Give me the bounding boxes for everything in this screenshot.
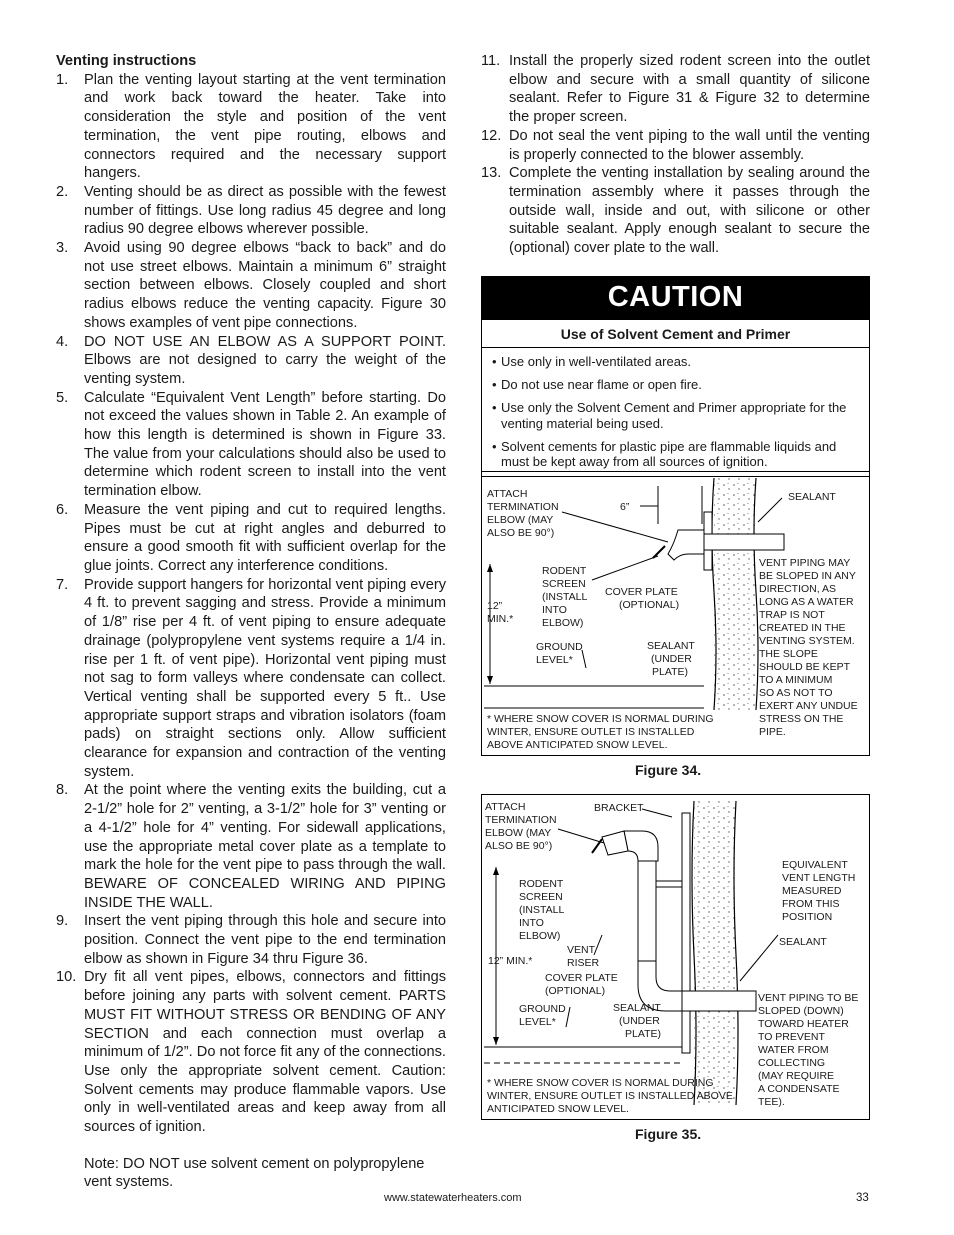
figure-34	[481, 471, 870, 756]
caution-title: CAUTION	[482, 277, 869, 320]
section-heading: Venting instructions	[56, 53, 197, 69]
min-label: 12” MIN.*	[487, 600, 514, 625]
wall	[714, 478, 756, 710]
step-text: Measure the vent piping and cut to required lengths. Pipes must be cut at right angles and deburred to ensure a good smooth fit with sufficient overlap for the glue joints. Correct any interference conditions.	[84, 501, 446, 574]
vent-riser	[638, 861, 656, 961]
step-text: Plan the venting layout starting at the vent termination and work back toward the heater. Take into consideration the style and position of the vent termination, the vent pipe routing, elbows and connectors required and the necessary support hangers.	[84, 71, 446, 182]
step-number: 4.	[56, 333, 69, 350]
ground-level-label: GROUND LEVEL*	[519, 1003, 566, 1028]
steps-list	[56, 71, 446, 1137]
left-column	[56, 52, 446, 1192]
upper-elbow	[624, 831, 658, 861]
bracket	[656, 881, 682, 887]
leader-line	[558, 829, 604, 843]
vent-pipe	[682, 991, 756, 1011]
figure-35-caption: Figure 35.	[635, 1126, 702, 1142]
step-item	[56, 239, 446, 333]
sealant-label: SEALANT	[788, 491, 836, 503]
caution-box	[481, 276, 870, 477]
step-number: 12.	[481, 127, 502, 144]
step-number: 1.	[56, 71, 69, 88]
cover-plate	[682, 813, 690, 1053]
leader-line	[740, 935, 778, 981]
attach-label: ATTACH TERMINATION ELBOW (MAY ALSO BE 90°)	[487, 488, 559, 539]
cover-plate-label: COVER PLATE (OPTIONAL)	[545, 972, 618, 997]
figure-34-diagram	[482, 472, 869, 755]
termination-elbow	[668, 530, 704, 560]
leader-line	[592, 556, 658, 580]
caution-item: • Solvent cements for plastic pipe are flammable liquids and must be kept away from all sources of ignition.	[492, 439, 859, 470]
step-item	[56, 183, 446, 239]
vent-riser-label: VENT RISER	[567, 944, 600, 969]
step-text: Calculate “Equivalent Vent Length” before starting. Do not exceed the values shown in Table 2. An example of how this length is determined is shown in Figure 33. The value from your calculations should also be used to determine which rodent screen to install into the vent termination elbow.	[84, 389, 446, 500]
arrow-down-icon	[493, 1037, 499, 1045]
six-inch-label: 6”	[620, 501, 630, 513]
vent-slope-note: VENT PIPING TO BE SLOPED (DOWN) TOWARD HEATER TO PREVENT WATER FROM COLLECTING (MAY REQUIRE A CONDENSATE TEE).	[758, 992, 859, 1108]
step-number: 11.	[481, 53, 501, 69]
step-text: Provide support hangers for horizontal vent piping every 4 ft. to prevent sagging and stress. Provide a minimum of 1/8” rise per 4 ft. of vent piping to ensure adequate drainage (polypropylene vent systems require a 1/4 in. rise per 1 ft. of vent pipe). Horizontal vent piping must not sag to form valleys where condensate can collect. Vertical venting shall be supported every 5 ft.. Use appropriate support straps and vibration isolators (foam pads) on straight sections only. Allow sufficient clearance for expansion and contraction of the venting system.	[84, 576, 446, 780]
leader-line	[758, 498, 782, 522]
step-item	[481, 52, 870, 127]
caution-item: • Do not use near flame or open fire.	[492, 377, 859, 393]
step-item	[56, 389, 446, 501]
step-text: DO NOT USE AN ELBOW AS A SUPPORT POINT. Elbows are not designed to carry the weight of the venting system.	[84, 333, 446, 387]
step-number: 9.	[56, 913, 69, 930]
equivalent-length-label: EQUIVALENT VENT LENGTH MEASURED FROM THIS POSITION	[782, 859, 856, 923]
page-number: 33	[856, 1192, 869, 1204]
step-item	[56, 968, 446, 1136]
solvent-note: Note: DO NOT use solvent cement on polypropylene vent systems.	[84, 1155, 425, 1191]
step-text: Do not seal the vent piping to the wall until the venting is properly connected to the blower assembly.	[509, 127, 870, 163]
step-number: 3.	[56, 240, 69, 257]
step-number: 8.	[56, 782, 69, 799]
arrow-up-icon	[493, 867, 499, 875]
step-item	[56, 576, 446, 782]
figure-35	[481, 794, 870, 1120]
steps-list-continued	[481, 52, 870, 258]
ground-level-label: GROUND LEVEL*	[536, 641, 583, 666]
step-number: 13.	[481, 165, 502, 182]
rodent-screen	[653, 546, 665, 558]
arrow-down-icon	[487, 676, 493, 684]
step-item	[56, 912, 446, 968]
caution-item: • Use only in well-ventilated areas.	[492, 354, 859, 370]
bracket-label: BRACKET	[594, 802, 644, 814]
step-text: At the point where the venting exits the building, cut a 2-1/2” hole for 2” venting, a 3-1/2” hole for 3” venting or a 4-1/2” hole for 4” venting. For sidewall applications, use the appropriate metal cover plate as a template to mark the hole for the vent pipe to pass through the wall. BEWARE OF CONCEALED WIRING AND PIPING INSIDE THE WALL.	[84, 782, 446, 911]
leader-line	[642, 809, 672, 817]
figure-35-diagram	[482, 795, 869, 1119]
snow-note: * WHERE SNOW COVER IS NORMAL DURING WINTER, ENSURE OUTLET IS INSTALLED ABOVE ANTICIPATED SNOW LEVEL.	[487, 1077, 733, 1115]
step-text: Venting should be as direct as possible with the fewest number of fittings. Use long radius 45 degree and long radius 90 degree elbows wherever possible.	[84, 183, 446, 238]
vent-pipe	[704, 534, 784, 550]
caution-subtitle: Use of Solvent Cement and Primer	[482, 320, 869, 348]
step-number: 2.	[56, 183, 69, 200]
step-text: Dry fit all vent pipes, elbows, connectors and fittings before joining any parts with solvent cement. PARTS MUST FIT WITHOUT STRESS OR BENDING OF ANY SECTION and each connection must overlap a minimum of 1/2”. Do not force fit any of the connections. Use only the appropriate solvent cement. Caution: Solvent cements may produce flammable vapors. Use only in well-ventilated areas and keep away from all sources of ignition.	[84, 969, 446, 1136]
step-item	[56, 71, 446, 183]
sealant-under-label: SEALANT (UNDER PLATE)	[613, 1002, 661, 1040]
step-item	[56, 501, 446, 576]
step-item	[56, 781, 446, 912]
figure-34-caption: Figure 34.	[635, 762, 702, 778]
step-text: Complete the venting installation by sealing around the termination assembly where it passes through the outside wall, inside and out, with silicone or other suitable sealant. Apply enough sealant to secure the (optional) cover plate to the wall.	[509, 165, 870, 257]
leader-line	[562, 512, 668, 542]
step-number: 6.	[56, 501, 69, 518]
step-number: 10.	[56, 969, 77, 986]
rodent-screen-label: RODENT SCREEN (INSTALL INTO ELBOW)	[519, 878, 564, 942]
footer-url: www.statewaterheaters.com	[384, 1192, 522, 1204]
wall	[694, 801, 736, 1105]
right-column	[481, 52, 870, 258]
step-text: Avoid using 90 degree elbows “back to back” and do not use street elbows. Maintain a minimum 6” straight section between elbows. Closely coupled and short radius elbows reduce the venting capacity. Figure 30 shows examples of vent pipe connections.	[84, 240, 446, 331]
sealant-label: SEALANT	[779, 936, 827, 948]
step-text: Insert the vent piping through this hole and secure into position. Connect the vent pipe to the end termination elbow as shown in Figure 34 thru Figure 36.	[84, 913, 446, 967]
attach-label: ATTACH TERMINATION ELBOW (MAY ALSO BE 90°)	[485, 801, 557, 852]
step-item	[481, 164, 870, 258]
caution-item: • Use only the Solvent Cement and Primer appropriate for the venting material being used.	[492, 400, 859, 431]
caution-list	[482, 348, 869, 476]
termination-elbow	[602, 831, 628, 855]
arrow-up-icon	[487, 564, 493, 572]
rodent-screen-label: RODENT SCREEN (INSTALL INTO ELBOW)	[542, 565, 587, 629]
vent-slope-note: VENT PIPING MAY BE SLOPED IN ANY DIRECTION, AS LONG AS A WATER TRAP IS NOT CREATED IN THE VENTING SYSTEM. THE SLOPE SHOULD BE KEPT TO A MINIMUM SO AS NOT TO EXERT ANY UNDUE STRESS ON THE PIPE.	[759, 557, 858, 738]
min-label: 12” MIN.*	[488, 955, 533, 967]
step-number: 5.	[56, 389, 69, 406]
step-item	[56, 333, 446, 389]
step-number: 7.	[56, 576, 69, 593]
step-text: Install the properly sized rodent screen into the outlet elbow and secure with a small quantity of silicone sealant. Refer to Figure 31 & Figure 32 to determine the proper screen.	[509, 53, 870, 126]
step-item	[481, 127, 870, 164]
snow-note: * WHERE SNOW COVER IS NORMAL DURING WINTER, ENSURE OUTLET IS INSTALLED ABOVE ANTICIPATED SNOW LEVEL.	[487, 713, 714, 751]
sealant-under-label: SEALANT (UNDER PLATE)	[647, 640, 695, 678]
cover-plate-label: COVER PLATE (OPTIONAL)	[605, 586, 680, 611]
